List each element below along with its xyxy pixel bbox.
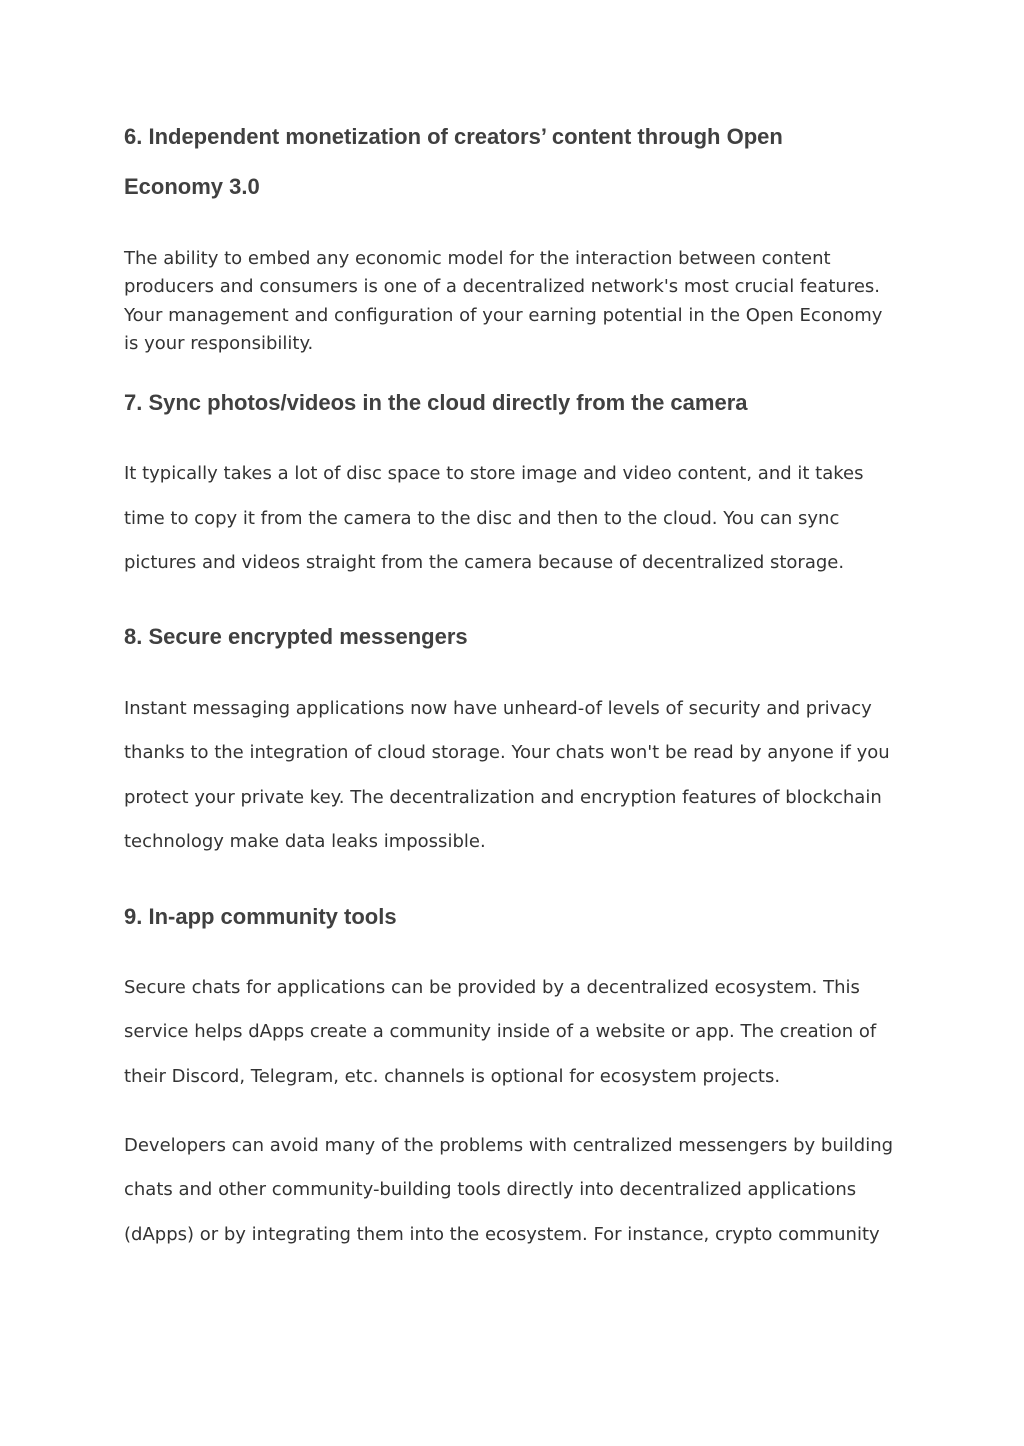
section-9-paragraph-1-line-3: their Discord, Telegram, etc. channels is optional for ecosystem projects. [124,1066,781,1087]
section-8-heading: 8. Secure encrypted messengers [124,624,468,649]
section-7-heading: 7. Sync photos/videos in the cloud directly from the camera [124,390,748,415]
section-9-heading: 9. In-app community tools [124,904,397,929]
section-8-paragraph-line-3: protect your private key. The decentralization and encryption features of blockchain [124,787,882,808]
section-8-paragraph-line-1: Instant messaging applications now have unheard-of levels of security and privacy [124,698,872,719]
section-9-paragraph-1-line-1: Secure chats for applications can be provided by a decentralized ecosystem. This [124,977,860,998]
section-9-paragraph-2-line-2: chats and other community-building tools directly into decentralized applications [124,1179,857,1200]
section-7-paragraph-line-3: pictures and videos straight from the camera because of decentralized storage. [124,552,845,573]
section-6-paragraph-line-1: The ability to embed any economic model for the interaction between content [124,248,831,269]
section-6-heading-line-1: 6. Independent monetization of creators’ content through Open [124,124,783,149]
section-6-paragraph-line-2: producers and consumers is one of a decentralized network's most crucial features. [124,276,881,297]
section-6-paragraph-line-3: Your management and configuration of your earning potential in the Open Economy [124,305,883,326]
section-9-paragraph-2-line-1: Developers can avoid many of the problems with centralized messengers by building [124,1135,894,1156]
section-8-paragraph-line-2: thanks to the integration of cloud storage. Your chats won't be read by anyone if you [124,742,890,763]
section-9-paragraph-1-line-2: service helps dApps create a community inside of a website or app. The creation of [124,1021,877,1042]
section-7-paragraph-line-1: It typically takes a lot of disc space to store image and video content, and it takes [124,463,864,484]
section-8-paragraph-line-4: technology make data leaks impossible. [124,831,486,852]
section-7-paragraph-line-2: time to copy it from the camera to the disc and then to the cloud. You can sync [124,508,840,529]
section-6-heading-line-2: Economy 3.0 [124,174,260,199]
section-9-paragraph-2-line-3: (dApps) or by integrating them into the ecosystem. For instance, crypto community [124,1224,880,1245]
section-6-paragraph-line-4: is your responsibility. [124,333,314,354]
